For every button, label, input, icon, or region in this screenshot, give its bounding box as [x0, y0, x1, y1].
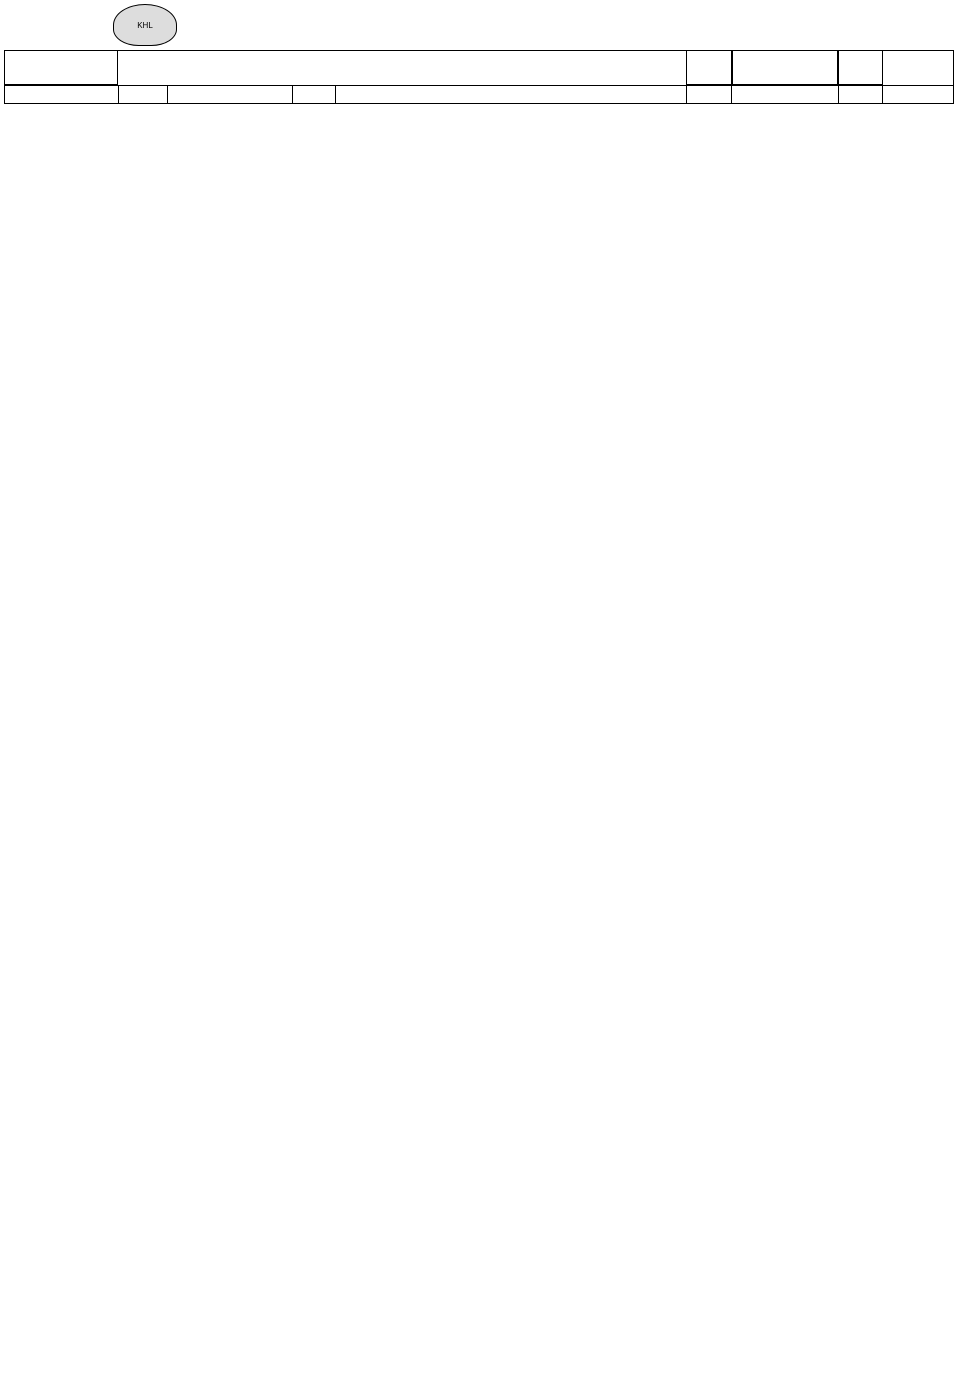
league-logo: KHL [113, 4, 177, 46]
header [0, 0, 960, 50]
